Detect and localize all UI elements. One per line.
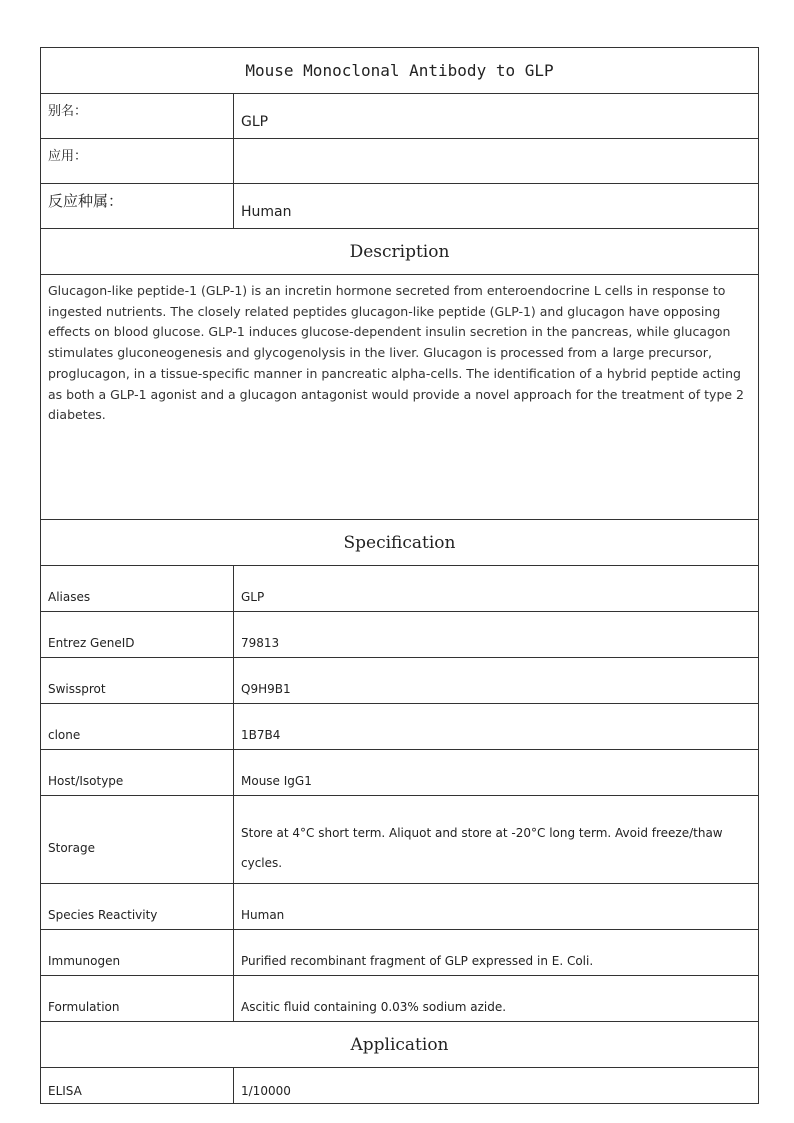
- spec-row: [41, 704, 759, 750]
- spec-row: [41, 750, 759, 796]
- alias-row: [41, 94, 759, 139]
- page-title: Mouse Monoclonal Antibody to GLP: [41, 48, 759, 94]
- application-heading: Application: [41, 1022, 759, 1068]
- reactivity-label: 反应种属：: [41, 184, 234, 229]
- product-datasheet: [40, 47, 758, 1104]
- application-label: 应用：: [41, 139, 234, 184]
- spec-key: Host/Isotype: [41, 750, 234, 796]
- spec-key: clone: [41, 704, 234, 750]
- spec-key: Aliases: [41, 566, 234, 612]
- spec-value: Ascitic fluid containing 0.03% sodium azide.: [234, 976, 759, 1022]
- datasheet-table: [40, 47, 759, 1104]
- spec-row: [41, 930, 759, 976]
- spec-value: Purified recombinant fragment of GLP expressed in E. Coli.: [234, 930, 759, 976]
- spec-row: [41, 658, 759, 704]
- spec-key: Immunogen: [41, 930, 234, 976]
- spec-value: 1B7B4: [234, 704, 759, 750]
- description-heading: Description: [41, 229, 759, 275]
- spec-value: Q9H9B1: [234, 658, 759, 704]
- spec-key: Swissprot: [41, 658, 234, 704]
- spec-row: [41, 884, 759, 930]
- reactivity-value: Human: [234, 184, 759, 229]
- spec-value: 79813: [234, 612, 759, 658]
- spec-row: [41, 612, 759, 658]
- reactivity-row: [41, 184, 759, 229]
- spec-value: GLP: [234, 566, 759, 612]
- spec-key: Formulation: [41, 976, 234, 1022]
- application-value: [234, 139, 759, 184]
- spec-row: [41, 566, 759, 612]
- spec-value: Mouse IgG1: [234, 750, 759, 796]
- spec-value: Store at 4°C short term. Aliquot and store at -20°C long term. Avoid freeze/thaw cycles.: [234, 796, 759, 884]
- spec-key: Species Reactivity: [41, 884, 234, 930]
- spec-key: Entrez GeneID: [41, 612, 234, 658]
- application-table-row: [41, 1068, 759, 1104]
- application-key: ELISA: [41, 1068, 234, 1104]
- spec-key: Storage: [41, 796, 234, 884]
- application-row: [41, 139, 759, 184]
- alias-label: 别名：: [41, 94, 234, 139]
- spec-row-storage: [41, 796, 759, 884]
- spec-value: Human: [234, 884, 759, 930]
- specification-heading: Specification: [41, 520, 759, 566]
- spec-row: [41, 976, 759, 1022]
- description-text: Glucagon-like peptide-1 (GLP-1) is an incretin hormone secreted from enteroendocrine L cells in response to ingested nutrients. The closely related peptides glucagon-like peptide (GLP-1) and glucagon have opposing effects on blood glucose. GLP-1 induces glucose-dependent insulin secretion in the pancreas, while glucagon stimulates gluconeogenesis and glycogenolysis in the liver. Glucagon is processed from a large precursor, proglucagon, in a tissue-specific manner in pancreatic alpha-cells. The identification of a hybrid peptide acting as both a GLP-1 agonist and a glucagon antagonist would provide a novel approach for the treatment of type 2 diabetes.: [41, 275, 759, 520]
- alias-value: GLP: [234, 94, 759, 139]
- application-value-cell: 1/10000: [234, 1068, 759, 1104]
